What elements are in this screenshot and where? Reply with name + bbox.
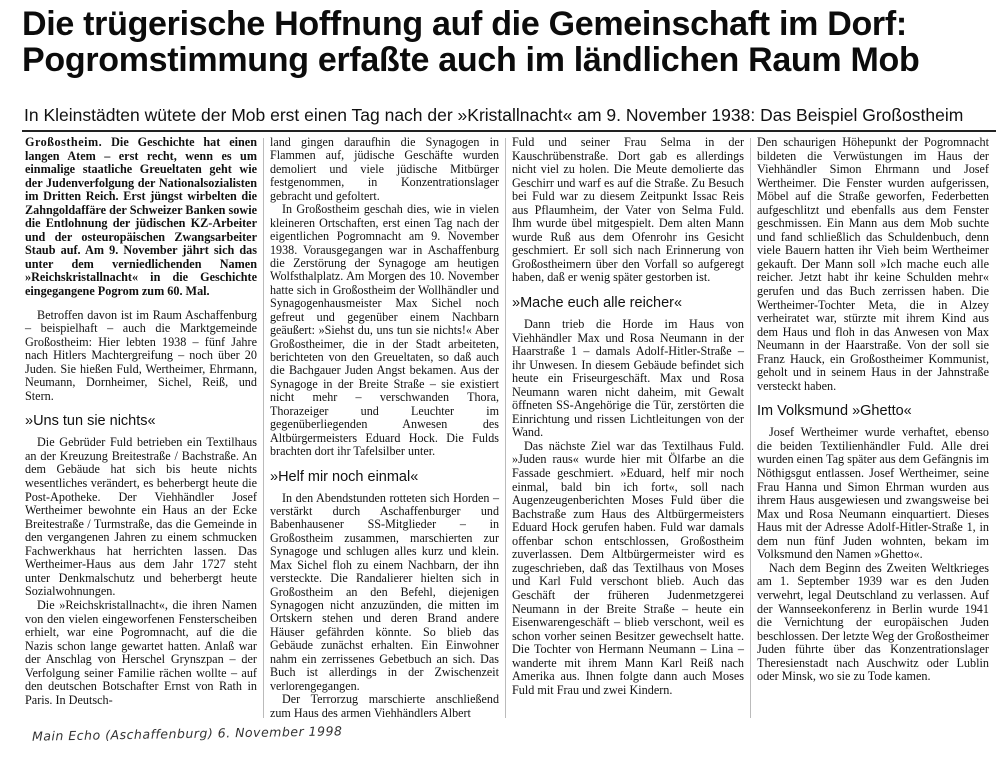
- body-paragraph: Das nächste Ziel war das Textilhaus Fuld. »Juden raus« wurde hier mit Ölfarbe an die Fassade geschmiert. »Eduard, helf mir noch einmal, bald bin ich fort«, soll nach Augenzeugenberichten Moses Fuld über die Bachstraße zum Haus des Altbürgermeisters Eduard Hock gerufen haben. Fuld war damals offenbar schon entschlossen, Großostheim zuverlassen. Dem Altbürgermeister wird es zugeschrieben, daß das Textilhaus von Moses und Karl Fuld verschont blieb. Auch das Geschäft der früheren Judenmetzgerei Neumann in der Breite Straße – heute ein Eisenwarengeschäft – blieb verschont, weil es schon vorher seinen Besitzer gewechselt hatte. Die Tochter von Hermann Neumann – Lina – wanderte mit ihrem Mann Karl Reiß nach Amerika aus. Ihnen folgte dann auch Moses Fuld mit Frau und zwei Kindern.: [512, 438, 744, 697]
- body-paragraph: Dann trieb die Horde im Haus von Viehhändler Max und Rosa Neumann in der Haarstraße 1 – damals Adolf-Hitler-Straße – ihr Unwesen. In diesem Gebäude befindet sich heute ein Friseurgeschäft. Max und Rosa Neumann waren nicht daheim, mit Gewalt öffneten SS-Angehörige die Tür, zerstörten die Einrichtung und rissen Lichtleitungen von der Wand.: [512, 317, 744, 440]
- divider-rule: [22, 130, 996, 132]
- subheading: »Helf mir noch einmal«: [270, 468, 419, 485]
- body-paragraph: Nach dem Beginn des Zweiten Weltkrieges am 1. September 1939 war es den Juden verwehrt, legal Deutschland zu verlassen. Auf der Wannseekonferenz in Berlin wurde 1941 die Vernichtung der europäischen Juden beschlossen. Der letzte Weg der Großostheimer Juden führte über das Konzentrationslager Theresienstadt nach Auschwitz oder Lublin oder Minsk, wo sie zu Tode kamen.: [757, 560, 989, 684]
- subheading: »Mache euch alle reicher«: [512, 295, 683, 312]
- lead-text: Die Geschichte hat einen langen Atem – erst recht, wenn es um einmalige staatliche Greueltaten geht wie der Judenverfolgung der Nationalsozialisten im Dritten Reich. Erst jüngst wirbelten die Zahngoldaffäre der Schweizer Banken sowie die Entlohnung der jüdischen KZ-Arbeiter und der osteuropäischen Zwangsarbeiter Staub auf. Am 9. November jährt sich das unter dem verniedlichenden Namen »Reichskristallnacht« in die Geschichte eingegangene Pogrom zum 60. Mal.: [25, 135, 257, 299]
- body-paragraph: land gingen daraufhin die Synagogen in Flammen auf, jüdische Geschäfte wurden demoliert und viele jüdische Mitbürger festgenommen, in Konzentrationslager gebracht und gefoltert.: [270, 135, 499, 203]
- body-paragraph: In den Abendstunden rotteten sich Horden – verstärkt durch Aschaffenburger und Babenhausener SS-Mitglieder – in Großostheim zusammen, marschierten zur Synagoge und schlugen alles kurz und klein. Max Sichel floh zu einem Nachbarn, der ihn versteckte. Die Randalierer hielten sich in Großostheim an den Befehl, diejenigen Synagogen nicht anzuzünden, die mitten im Ortskern stehen und deren Brand andere Häuser gefährden könnte. So blieb das Gebäude zunächst erhalten. Ein Einwohner nahm ein zerrissenes Gebetbuch an sich. Das Buch ist allerdings in der Zwischenzeit verlorengegangen.: [270, 490, 499, 693]
- handwritten-source-note: Main Echo (Aschaffenburg) 6. November 1998: [31, 723, 343, 744]
- body-paragraph: Der Terrorzug marschierte anschließend zum Haus des armen Viehhändlers Albert: [270, 692, 499, 720]
- article-column-2: [270, 136, 499, 720]
- body-paragraph: In Großostheim geschah dies, wie in vielen kleineren Ortschaften, erst einen Tag nach der eigentlichen Pogromnacht am 9. November 1938. Vorausgegangen war in Aschaffenburg die Zerstörung der Synagoge am heutigen Wolfsthalplatz. Am Morgen des 10. November hatte sich in Großostheim der Wollhändler und Synagogenhausmeister Max Sichel noch gefreut und gegenüber einem Nachbarn geäußert: »Siehst du, uns tun sie nichts!« Aber Großostheimer, die in der Stadt arbeiteten, berichteten von den Greueltaten, so daß auch die Bachgauer Juden Angst bekamen. Aus der Synagoge in der Breite Straße – sie existiert nicht mehr – verschwanden Thora, Thorazeiger und Leuchter im gegenüberliegenden Anwesen des Altbürgermeisters Eduard Hock. Die Fulds brachten dort ihr Tafelsilber unter.: [270, 202, 499, 459]
- dateline: Großostheim.: [25, 135, 103, 149]
- headline: Die trügerische Hoffnung auf die Gemeinschaft im Dorf: Pogromstimmung erfaßte auch im ländlichen Raum Mob: [22, 5, 920, 79]
- article-column-1: [25, 136, 257, 707]
- column-divider: [263, 138, 264, 718]
- body-paragraph: Den schaurigen Höhepunkt der Pogromnacht bildeten die Verwüstungen im Haus der Viehhändler Simon Ehrmann und Josef Wertheimer. Die Fenster wurden aufgerissen, Möbel auf die Straße geworfen, Federbetten aufgeschlitzt und ebenfalls aus dem Fenster geschmissen. Ein Mann aus dem Mob suchte und fand schließlich das Schuldenbuch, denn viele Bauern hatten ihr Vieh beim Wertheimer gekauft. Der Mann soll »Ich mache euch alle reicher. Jetzt habt ihr keine Schulden mehr« gerufen und das Buch zerrissen haben. Die Wertheimer-Tochter Meta, die in Alzey verheiratet war, stürzte mit ihrem Kind aus dem Haus und floh in das Anwesen von Max Neumann in der Haarstraße. Von der soll sie Franz Hauck, ein Großostheimer Kommunist, geholt und in seinem Haus in der Jahnstraße versteckt haben.: [757, 135, 989, 393]
- article-column-4: [757, 136, 989, 684]
- article-column-3: [512, 136, 744, 697]
- subheading: »Uns tun sie nichts«: [25, 413, 156, 430]
- body-paragraph: Josef Wertheimer wurde verhaftet, ebenso die beiden Textilienhändler Fuld. Alle drei wurden einen Tag später aus dem Gefängnis im Nöthigsgut entlassen. Josef Wertheimer, seine Frau Hanna und Simon Ehrman wurden aus ihrem Haus ausgewiesen und zwangsweise bei Max und Rosa Neumann einquartiert. Dieses Haus mit der Adresse Adolf-Hitler-Straße 1, in dem nun fünf Juden wohnten, bekam im Volksmund den Namen »Ghetto«.: [757, 425, 989, 562]
- column-divider: [750, 138, 751, 718]
- subheadline: In Kleinstädten wütete der Mob erst einen Tag nach der »Kristallnacht« am 9. November 1938: Das Beispiel Großostheim: [24, 105, 964, 125]
- column-divider: [505, 138, 506, 718]
- subheading: Im Volksmund »Ghetto«: [757, 403, 912, 420]
- lead-paragraph: [25, 136, 257, 299]
- body-paragraph: Die Gebrüder Fuld betrieben ein Textilhaus an der Kreuzung Breitestraße / Bachstraße. An dem Gebäude hat sich bis heute nichts wesentliches verändert, es beherbergt heute die Post-Apotheke. Der Viehhändler Josef Wertheimer bewohnte ein Haus an der Ecke Breitestraße / Turmstraße, das die Gemeinde in den vergangenen Jahren zu einem schmucken Fachwerkhaus hat herrichten lassen. Das Wertheimer-Haus aus dem Jahr 1727 steht unter Denkmalschutz und beherbergt heute Sozialwohnungen.: [25, 435, 257, 599]
- body-paragraph: Betroffen davon ist im Raum Aschaffenburg – beispielhaft – auch die Marktgemeinde Großostheim: Hier lebten 1938 – fünf Jahre nach Hitlers Machtergreifung – noch über 20 Juden. Sie hießen Fuld, Wertheimer, Ehrmann, Neumann, Dornheimer, Sichel, Reiß, und Stern.: [25, 307, 257, 403]
- body-paragraph: Die »Reichskristallnacht«, die ihren Namen von den vielen eingeworfenen Fensterscheiben erhielt, war eine Pogromnacht, auf die die Nazis schon lange gewartet hatten. Anlaß war der Anschlag von Herschel Grynszpan – der Verfolgung seiner Familie rächen wollte – auf den deutschen Botschafter Ernst von Rath in Paris. In Deutsch-: [25, 597, 257, 707]
- body-paragraph: Fuld und seiner Frau Selma in der Kauschrübenstraße. Dort gab es allerdings nicht viel zu holen. Die Meute demolierte das Geschirr und warf es auf die Straße. Zu Besuch bei Fuld war zu diesem Zeitpunkt Issac Reis aus Pflaumheim, der Vater von Selma Fuld. Ihm wurde übel mitgespielt. Dem alten Mann wurde Ruß aus dem Ofenrohr ins Gesicht geschmiert. Er soll sich nach Erinnerung von Großostheimern über den Vorfall so aufgeregt haben, daß er wenig später gestorben ist.: [512, 135, 744, 285]
